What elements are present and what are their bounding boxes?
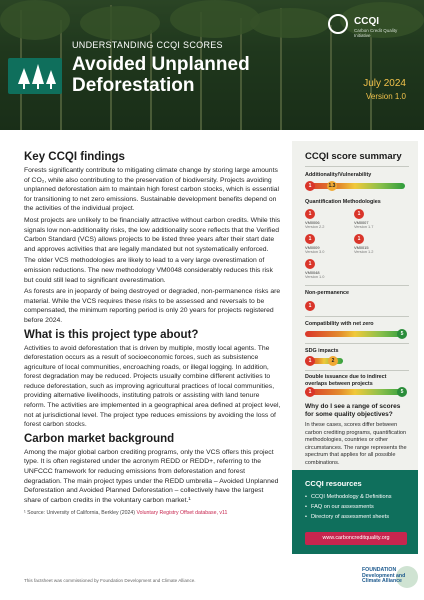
paragraph: Forests significantly contribute to mitigating climate change by storing large amounts of CO₂, while also contributing to the preservation of biodiversity. Projects avoiding unplanned deforestation aim to maintain high forest carbon stocks, which is essential for transitioning to net zero emissions. Sustainable development benefits depend on the activities of the individual project. xyxy=(24,167,280,213)
ccqi-logo-icon xyxy=(328,14,348,34)
eyebrow-label: UNDERSTANDING CCQI SCORES xyxy=(72,40,223,50)
ccqi-logo: CCQI Carbon Credit Quality Initiative xyxy=(328,12,414,48)
method-label: VM0009 Version 3.0 xyxy=(305,245,325,255)
paragraph: Most projects are unlikely to be financially attractive without carbon credits. While this signals low non-additionality risks, the low additionality score reflects that the Verified Carbon Standard (VCS) allows projects to be listed three years after their start date and approves activities that are legally mandated but not systematically enforced. xyxy=(24,216,281,253)
header-banner xyxy=(0,0,424,130)
heading-market-background: Carbon market background xyxy=(24,432,175,445)
commission-note: This factsheet was commissioned by Foundation Development and Climate Alliance. xyxy=(24,578,196,583)
netzero-label: Compatibility with net zero xyxy=(305,321,374,327)
paragraph: Activities to avoid deforestation that is driven by multiple, mostly local agents. The deforestation occurs as a result of socioeconomic forces, such as subsistence agriculture of local communities, encroaching roads, or illegal logging. In addition, forest degradation may be reduced. Projects usually combine different activities to reduce deforestation, such as improving agricultural practices of local communities, providing alternative livelihoods, instituting patrols or assisting with land tenure reform. The activities are implemented in a geographical area defined at project level, not at jurisdictional level. The project type reduces emissions by avoiding the loss of forest carbon stocks. xyxy=(24,344,281,429)
score-summary-title: CCQI score summary xyxy=(305,151,402,162)
method-label: VM0006 Version 2.2 xyxy=(305,220,325,230)
method-label: VM0015 Version 1.2 xyxy=(354,245,374,255)
double-issuance-label: Double issuance due to indirect overlaps between projects xyxy=(305,374,387,387)
resource-link-methodology[interactable]: • CCQI Methodology & Definitions xyxy=(305,492,392,502)
main-content xyxy=(24,151,282,516)
resources-title: CCQI resources xyxy=(305,479,362,488)
quantification-label: Quantification Methodologies xyxy=(305,199,381,205)
resources-panel xyxy=(292,470,418,554)
additionality-score-max: 1.3 xyxy=(328,183,336,189)
version-label: Version 1.0 xyxy=(365,92,406,101)
method-score: 1 xyxy=(305,234,315,244)
netzero-scale xyxy=(305,331,405,337)
heading-key-findings: Key CCQI findings xyxy=(24,151,125,163)
sdg-score-min: 1 xyxy=(305,356,315,366)
double-issuance-score-max: 5 xyxy=(397,387,407,397)
double-issuance-scale xyxy=(305,389,405,395)
website-link[interactable]: www.carboncreditquality.org xyxy=(305,532,407,545)
sdg-score-max: 2 xyxy=(328,356,338,366)
resource-link-directory[interactable]: • Directory of assessment sheets xyxy=(305,512,392,522)
paragraph: Among the major global carbon crediting programs, only the VCS offers this project type. It is often registered under the acronym REDD or REDD+, referring to the UNFCCC framework for reducing emissions from deforestation and forest degradation. The main project types under the REDD umbrella – Avoided Unplanned Deforestation and Avoided Planned Deforestation – collectively have the largest share of carbon credits in the voluntary carbon market.¹ xyxy=(24,448,279,504)
double-issuance-score-min: 1 xyxy=(305,387,315,397)
resource-link-faq[interactable]: • FAQ on our assessments xyxy=(305,502,392,512)
sdg-label: SDG impacts xyxy=(305,348,339,354)
additionality-label: Additionality/Vulnerability xyxy=(305,172,372,178)
method-label: VM0048 Version 1.0 xyxy=(305,270,325,280)
netzero-score: 5 xyxy=(397,329,407,339)
method-score: 1 xyxy=(354,234,364,244)
additionality-scale xyxy=(305,183,405,189)
forest-icon xyxy=(8,58,62,94)
score-range-question: Why do I see a range of scores for some quality objectives? xyxy=(305,403,401,418)
method-score: 1 xyxy=(305,259,315,269)
heading-project-type: What is this project type about? xyxy=(24,328,199,341)
paragraph: As forests are in jeopardy of being destroyed or degraded, non-permanence risks are material. While the VCS requires these risks to be assessed and reversals to be compensated, the minimum reporting period is only 20 years for projects registered before 2024. xyxy=(24,288,281,324)
source-note: ¹ Source: University of California, Berkley (2024) Voluntary Registry Offset database, v11 xyxy=(24,510,228,517)
paragraph: The older VCS methodologies are likely to lead to a very large overestimation of emission reductions. The new methodology VM0048 considerably reduces this risk but could still lead to significant overestimation. xyxy=(24,257,273,284)
score-range-answer: In these cases, scores differ between carbon crediting programs, quantification methodologies, countries or other circumstances. The range represents the spectrum that applies for all possible combinations. xyxy=(305,422,407,466)
nonpermanence-label: Non-permanence xyxy=(305,290,350,296)
method-score: 1 xyxy=(354,209,364,219)
publication-date: July 2024 xyxy=(363,78,406,89)
score-summary-panel xyxy=(292,141,418,475)
fdca-logo: FOUNDATION Development and Climate Alliance xyxy=(362,566,418,596)
nonpermanence-score: 1 xyxy=(305,301,315,311)
additionality-score-min: 1 xyxy=(305,181,315,191)
method-label: VM0007 Version 1.7 xyxy=(354,220,374,230)
method-score: 1 xyxy=(305,209,315,219)
page-title: Avoided Unplanned Deforestation xyxy=(72,54,250,96)
source-link[interactable]: Voluntary Registry Offset database, v11 xyxy=(136,510,228,517)
